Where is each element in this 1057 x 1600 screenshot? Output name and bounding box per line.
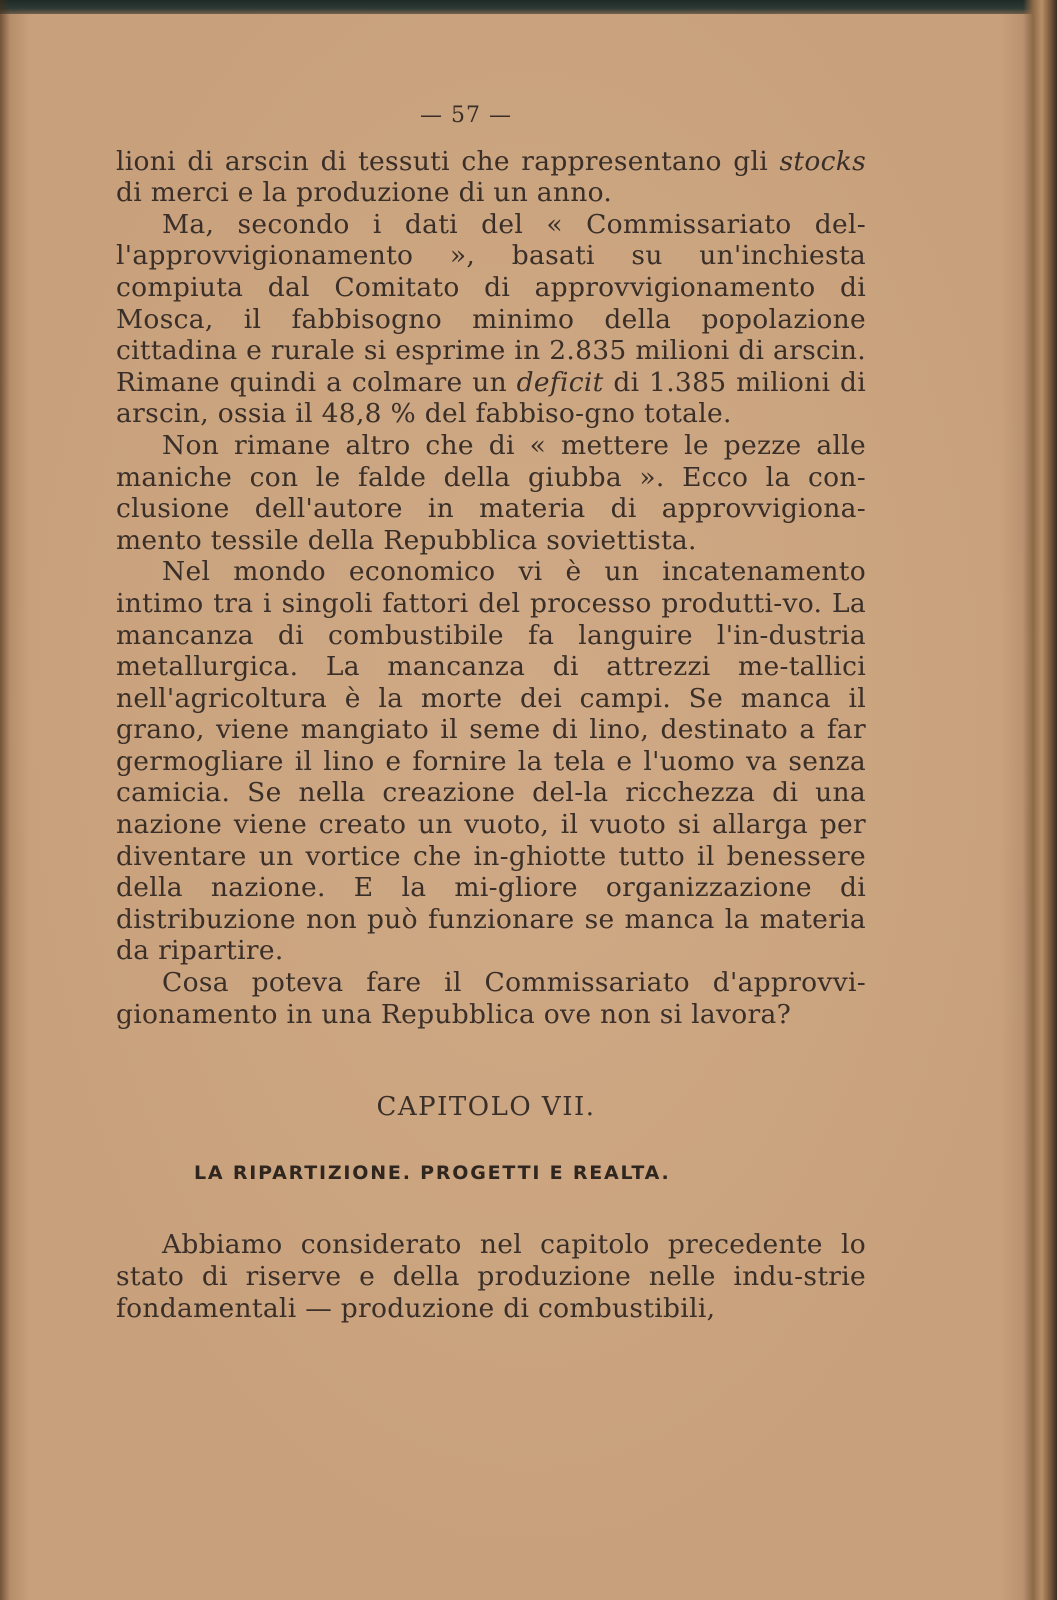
book-binding-edge bbox=[0, 0, 1057, 14]
paragraph bbox=[116, 556, 866, 967]
book-spine-edge bbox=[1023, 0, 1057, 1600]
closing-paragraph-container bbox=[116, 1229, 866, 1324]
paragraph bbox=[116, 209, 866, 430]
section-heading: LA RIPARTIZIONE. PROGETTI E REALTA. bbox=[194, 1161, 671, 1184]
paragraph bbox=[116, 430, 866, 556]
text-run: di 1.385 milioni di arscin, ossia il 48,8 % del fabbiso-gno totale. bbox=[116, 366, 866, 430]
text-run: Nel mondo economico vi è un incatenamento intimo tra i singoli fattori del processo produtti-vo. La mancanza di combustibile fa languire l'in-dustria metallurgica. La mancanza di attrezzi me-tallici nell'agricoltura è la morte dei campi. Se manca il grano, viene mangiato il seme di lino, destinato a far germogliare il lino e fornire la tela e l'uomo va senza camicia. Se nella creazione del-la ricchezza di una nazione viene creato un vuoto, il vuoto si allarga per diventare un vortice che in-ghiotte tutto il benessere della nazione. E la mi-gliore organizzazione di distribuzione non può funzionare se manca la materia da ripartire. bbox=[116, 556, 866, 967]
page-left-shadow bbox=[0, 0, 10, 1600]
text-run: di merci e la produzione di un anno. bbox=[116, 177, 613, 209]
text-run: Non rimane altro che di « mettere le pezze alle maniche con le falde della giubba ». Ecco la con-clusione dell'autore in materia di approvvigiona-mento tessile della Repubblica soviettista. bbox=[116, 429, 866, 556]
paragraph bbox=[116, 146, 866, 209]
page-number: — 57 — bbox=[420, 103, 512, 128]
text-block bbox=[116, 100, 866, 1324]
body-paragraphs bbox=[116, 146, 866, 1031]
italic-text: stocks bbox=[779, 145, 866, 177]
text-run: lioni di arscin di tessuti che rappresentano gli bbox=[116, 145, 780, 177]
chapter-title: CAPITOLO VII. bbox=[376, 1092, 596, 1123]
text-run: Abbiamo considerato nel capitolo precedente lo stato di riserve e della produzione nelle indu-strie fondamentali — produzione di combustibili, bbox=[116, 1229, 866, 1324]
paragraph bbox=[116, 967, 866, 1030]
text-run: Ma, secondo i dati del « Commissariato del-l'approvvigionamento », basati su un'inchiesta compiuta dal Comitato di approvvigionamento di Mosca, il fabbisogno minimo della popolazione cittadina e rurale si esprime in 2.835 milioni di arscin. Rimane quindi a colmare un bbox=[116, 208, 866, 398]
text-run: Cosa poteva fare il Commissariato d'approvvi-gionamento in una Repubblica ove non si lavora? bbox=[116, 967, 866, 1030]
paragraph bbox=[116, 1229, 866, 1324]
italic-text: deficit bbox=[516, 366, 604, 398]
